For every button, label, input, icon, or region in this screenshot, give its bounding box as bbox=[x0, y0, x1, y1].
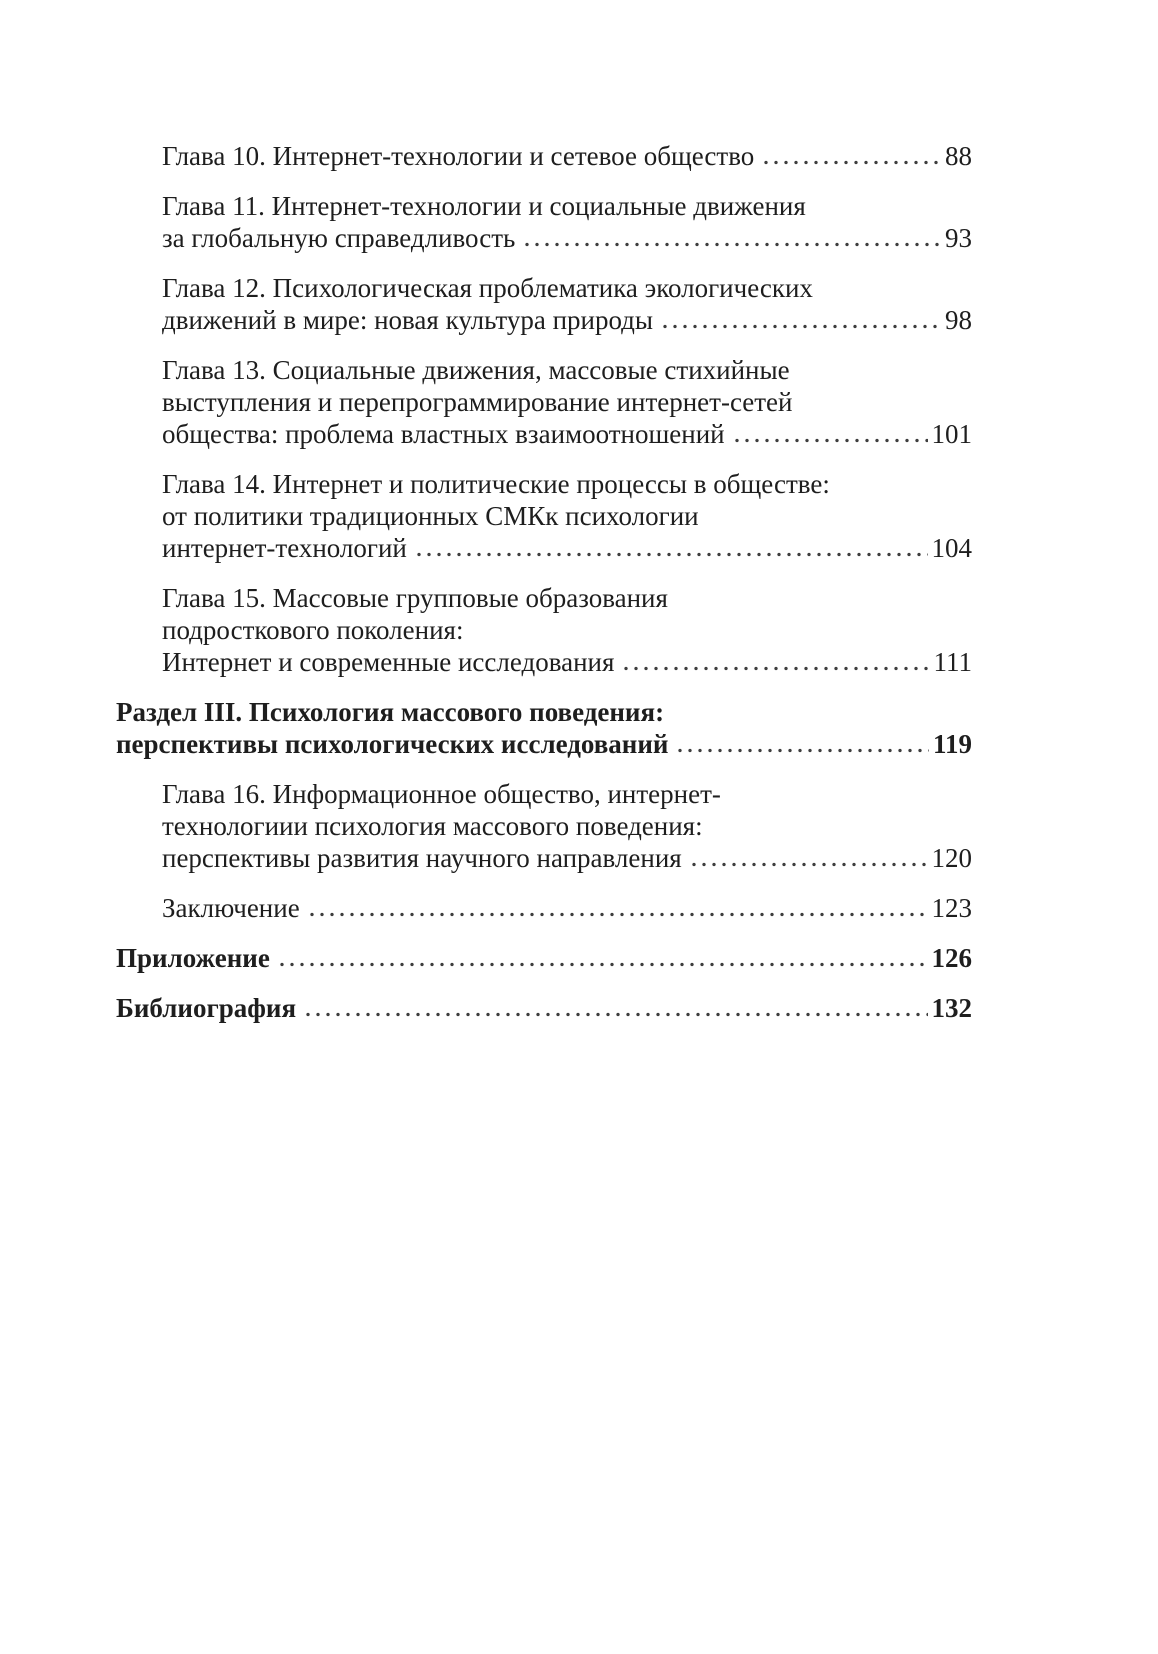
toc-entry-chapter-15 bbox=[162, 582, 972, 678]
toc-entry-text: интернет-технологий bbox=[162, 533, 407, 563]
toc-entry-chapter-14 bbox=[162, 468, 972, 564]
toc-entry-lastline bbox=[162, 892, 972, 924]
toc-entry-text: Интернет и современные исследования bbox=[162, 647, 615, 677]
toc-entry-chapter-16 bbox=[162, 778, 972, 874]
toc-entry-lastline bbox=[162, 418, 972, 450]
dotted-leader bbox=[675, 748, 929, 753]
toc-entry-text: технологиии психология массового поведения: bbox=[162, 811, 703, 841]
page-number: 132 bbox=[931, 993, 972, 1023]
toc-entry-text: подросткового поколения: bbox=[162, 615, 464, 645]
toc-entry-text: Глава 10. Интернет-технологии и сетевое общество bbox=[162, 141, 755, 171]
toc-entry-lastline bbox=[116, 728, 972, 760]
toc-entry-text: Глава 12. Психологическая проблематика экологических bbox=[162, 273, 813, 303]
toc-entry-text: Раздел III. Психология массового поведения: bbox=[116, 697, 665, 727]
dotted-leader bbox=[307, 912, 928, 917]
dotted-leader bbox=[303, 1012, 927, 1017]
page-number: 119 bbox=[932, 729, 972, 759]
toc-entry-text: Глава 16. Информационное общество, интернет- bbox=[162, 779, 721, 809]
dotted-leader bbox=[732, 438, 928, 443]
toc-entry-lastline bbox=[162, 842, 972, 874]
toc-entry-chapter-11 bbox=[162, 190, 972, 254]
toc-entry-section-3 bbox=[116, 696, 972, 760]
toc-entry-text: общества: проблема властных взаимоотношений bbox=[162, 419, 725, 449]
toc-entry-text: перспективы развития научного направления bbox=[162, 843, 682, 873]
dotted-leader bbox=[621, 666, 929, 671]
toc-entry-appendix bbox=[116, 942, 972, 974]
toc-entry-chapter-10 bbox=[162, 140, 972, 172]
toc-entry-text: Глава 14. Интернет и политические процессы в обществе: bbox=[162, 469, 830, 499]
page-number: 93 bbox=[945, 223, 972, 253]
toc-entry-lastline bbox=[116, 992, 972, 1024]
toc-entry-text: Глава 13. Социальные движения, массовые стихийные bbox=[162, 355, 790, 385]
toc-entry-lastline bbox=[116, 942, 972, 974]
page-number: 120 bbox=[931, 843, 972, 873]
toc-entry-text: Глава 11. Интернет-технологии и социальные движения bbox=[162, 191, 806, 221]
toc-entry-bibliography bbox=[116, 992, 972, 1024]
dotted-leader bbox=[689, 862, 928, 867]
page-number: 98 bbox=[945, 305, 972, 335]
dotted-leader bbox=[660, 324, 941, 329]
page-number: 101 bbox=[931, 419, 972, 449]
dotted-leader bbox=[522, 242, 941, 247]
toc-entry-chapter-13 bbox=[162, 354, 972, 450]
page-number: 88 bbox=[945, 141, 972, 171]
dotted-leader bbox=[277, 962, 928, 967]
toc-entry-text: Глава 15. Массовые групповые образования bbox=[162, 583, 668, 613]
toc-entry-lastline bbox=[162, 304, 972, 336]
toc-entry-text: перспективы психологических исследований bbox=[116, 729, 669, 759]
page-number: 111 bbox=[933, 647, 972, 677]
toc-entry-lastline bbox=[162, 646, 972, 678]
toc-entry-text: Библиография bbox=[116, 993, 297, 1023]
toc-entry-text: Заключение bbox=[162, 893, 300, 923]
page-number: 104 bbox=[931, 533, 972, 563]
toc-entry-text: Приложение bbox=[116, 943, 270, 973]
dotted-leader bbox=[761, 160, 941, 165]
toc-entry-lastline bbox=[162, 222, 972, 254]
toc-entry-text: от политики традиционных СМКк психологии bbox=[162, 501, 699, 531]
toc-entry-text: выступления и перепрограммирование интернет-сетей bbox=[162, 387, 793, 417]
toc-entry-conclusion bbox=[162, 892, 972, 924]
toc-entry-chapter-12 bbox=[162, 272, 972, 336]
toc-entry-text: движений в мире: новая культура природы bbox=[162, 305, 654, 335]
page-number: 126 bbox=[931, 943, 972, 973]
toc-entry-text: за глобальную справедливость bbox=[162, 223, 516, 253]
dotted-leader bbox=[414, 552, 928, 557]
toc-entry-lastline bbox=[162, 140, 972, 172]
toc-entry-lastline bbox=[162, 532, 972, 564]
page-number: 123 bbox=[931, 893, 972, 923]
